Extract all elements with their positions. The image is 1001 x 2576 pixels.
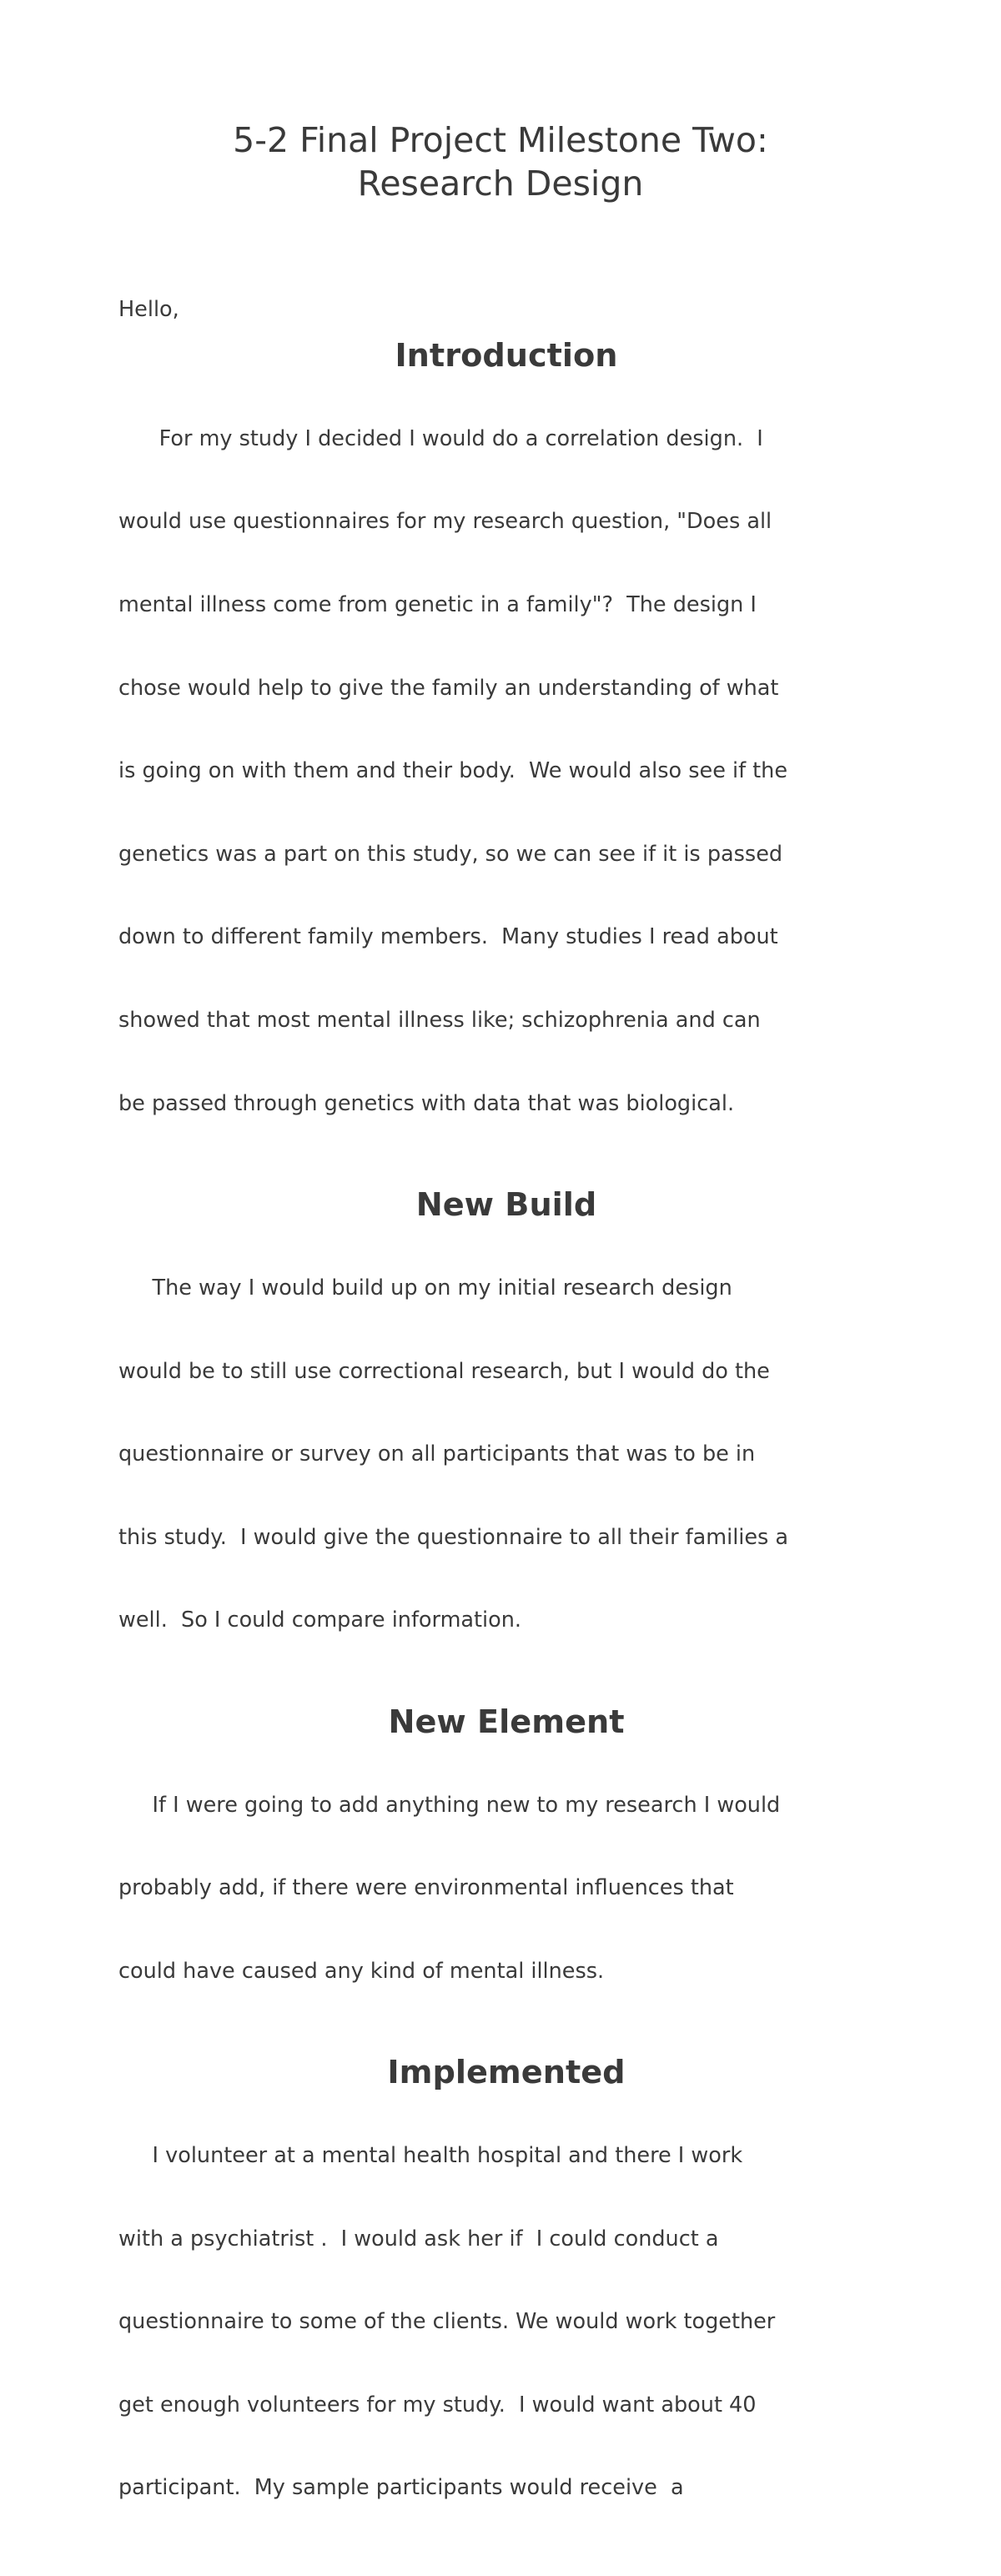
title-line-1: 5-2 Final Project Milestone Two: (233, 120, 768, 160)
paragraph-line: showed that most mental illness like; schizophrenia and can (118, 1008, 761, 1034)
paragraph-line: questionnaire to some of the clients. We would work together (118, 2309, 776, 2335)
paragraph-line: mental illness come from genetic in a family"? The design I (118, 592, 757, 618)
section-heading-introduction: Introduction (395, 337, 618, 375)
paragraph-line: be passed through genetics with data that was biological. (118, 1090, 735, 1116)
section-heading-new-build: New Build (415, 1186, 597, 1225)
paragraph-line: chose would help to give the family an understanding of what (118, 675, 779, 701)
paragraph-line: could have caused any kind of mental illness. (118, 1958, 605, 1984)
section-paragraph-introduction (118, 370, 894, 1173)
paragraph-line: If I were going to add anything new to my research I would (118, 1792, 781, 1818)
paragraph-line: down to different family members. Many studies I read about (118, 924, 778, 950)
paragraph-line: The way I would build up on my initial research design (118, 1275, 732, 1301)
paragraph-line: would use questionnaires for my research question, "Does all (118, 509, 772, 535)
paragraph-line: questionnaire or survey on all participants that was to be in (118, 1441, 756, 1467)
paragraph-line: would be to still use correctional research, but I would do the (118, 1358, 770, 1384)
paragraph-line: is going on with them and their body. We would also see if the (118, 758, 788, 784)
paragraph-line: probably add, if there were environmental influences that (118, 1875, 734, 1901)
paragraph-line: with a psychiatrist . I would ask her if I could conduct a (118, 2226, 719, 2251)
section-paragraph-new-build (118, 1220, 894, 1690)
section-heading-implemented: Implemented (387, 2054, 626, 2092)
paragraph-line: genetics was a part on this study, so we can see if it is passed (118, 841, 783, 867)
greeting: Hello, (118, 297, 179, 322)
paragraph-line: For my study I decided I would do a correlation design. I (118, 425, 763, 451)
title-line-2: Research Design (357, 164, 644, 204)
paragraph-line: participant. My sample participants would receive a (118, 2475, 684, 2501)
document-body (118, 296, 894, 2576)
document-title (0, 118, 1001, 205)
paragraph-line: get enough volunteers for my study. I would want about 40 (118, 2392, 757, 2418)
paragraph-line: well. So I could compare information. (118, 1607, 521, 1633)
paragraph-line: I volunteer at a mental health hospital and there I work (118, 2143, 743, 2168)
section-heading-new-element: New Element (388, 1703, 625, 1741)
section-paragraph-new-element (118, 1736, 894, 2040)
section-paragraph-implemented (118, 2087, 894, 2558)
paragraph-line: this study. I would give the questionnaire to all their families a (118, 1524, 789, 1550)
